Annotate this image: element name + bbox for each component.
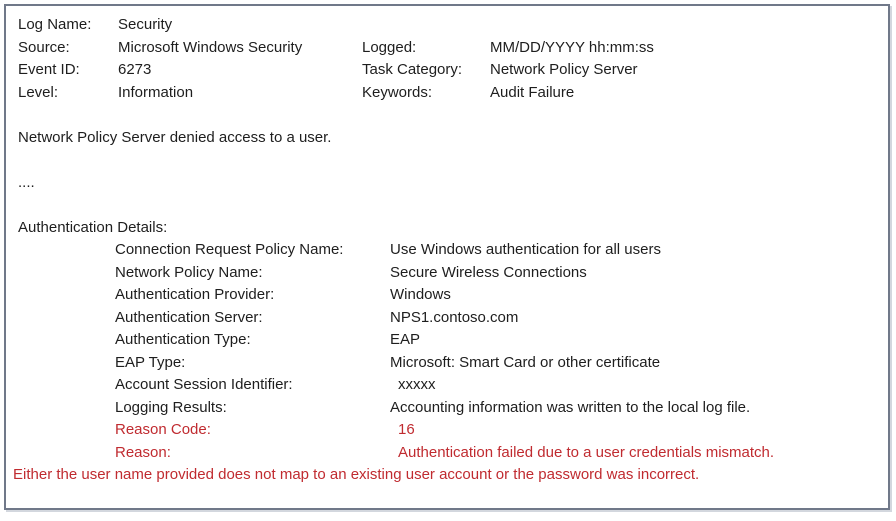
auth-row-connection-request-policy	[115, 239, 876, 262]
log-name-value: Security	[118, 16, 173, 33]
auth-label: Logging Results:	[115, 398, 227, 416]
ellipsis-text: ....	[18, 173, 35, 191]
auth-value: xxxxx	[398, 376, 436, 393]
auth-row-authentication-type	[115, 329, 876, 352]
authentication-details-title: Authentication Details:	[18, 218, 168, 236]
auth-value: NPS1.contoso.com	[390, 308, 519, 326]
log-name-label: Log Name:	[18, 16, 92, 33]
header-row-log-name	[18, 14, 876, 37]
auth-row-authentication-server	[115, 307, 876, 330]
auth-label: Authentication Type:	[115, 331, 251, 348]
auth-label: Network Policy Name:	[115, 263, 263, 281]
auth-value: Use Windows authentication for all users	[390, 241, 661, 258]
auth-row-authentication-provider	[115, 284, 876, 307]
task-category-label: Task Category:	[362, 61, 463, 78]
header-row-source	[18, 37, 876, 60]
auth-label: Connection Request Policy Name:	[115, 241, 344, 258]
source-value: Microsoft Windows Security	[118, 38, 303, 56]
auth-value: EAP	[390, 331, 421, 348]
header-row-level	[18, 82, 876, 105]
auth-label: EAP Type:	[115, 353, 186, 371]
auth-value: Accounting information was written to the local log file.	[390, 398, 751, 416]
auth-row-reason-code	[115, 419, 876, 442]
keywords-label: Keywords:	[362, 83, 433, 101]
auth-value: Microsoft: Smart Card or other certificate	[390, 353, 661, 371]
auth-row-network-policy	[115, 262, 876, 285]
auth-value: Secure Wireless Connections	[390, 263, 587, 281]
reason-explanation-text: Either the user name provided does not map to an existing user account or the password was incorrect.	[13, 466, 700, 483]
keywords-value: Audit Failure	[490, 83, 575, 101]
reason-value: Authentication failed due to a user credentials mismatch.	[398, 443, 775, 461]
auth-row-logging-results	[115, 397, 876, 420]
logged-value: MM/DD/YYYY hh:mm:ss	[490, 38, 654, 56]
level-value: Information	[118, 83, 194, 101]
event-id-value: 6273	[118, 61, 152, 78]
auth-value: Windows	[390, 286, 451, 303]
auth-label: Authentication Provider:	[115, 286, 275, 303]
auth-label: Authentication Server:	[115, 308, 263, 326]
level-label: Level:	[18, 83, 59, 101]
event-log-panel	[4, 4, 890, 510]
event-id-label: Event ID:	[18, 61, 80, 78]
event-description: Network Policy Server denied access to a user.	[18, 128, 332, 146]
auth-row-account-session-identifier	[115, 374, 876, 397]
header-row-event-id	[18, 59, 876, 82]
auth-row-eap-type	[115, 352, 876, 375]
reason-label: Reason:	[115, 443, 171, 461]
auth-row-reason	[115, 442, 876, 465]
source-label: Source:	[18, 38, 70, 56]
task-category-value: Network Policy Server	[490, 61, 638, 78]
auth-label: Account Session Identifier:	[115, 376, 293, 393]
logged-label: Logged:	[362, 38, 417, 56]
reason-code-value: 16	[398, 421, 415, 438]
reason-code-label: Reason Code:	[115, 421, 211, 438]
